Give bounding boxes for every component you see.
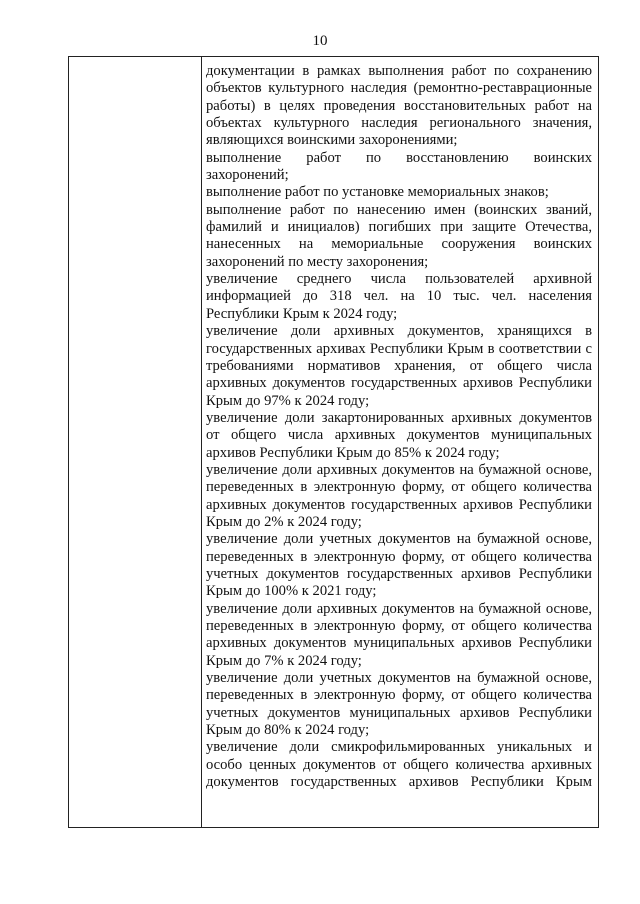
list-item: увеличение доли архивных документов, хранящихся в государственных архивах Республики Крым в соответствии с требованиями нормативов хранения, от общего числа архивных документов государственных архивов Республики Крым до 97% к 2024 году; bbox=[206, 323, 592, 409]
list-item: выполнение работ по восстановлению воинских захоронений; bbox=[206, 149, 592, 184]
list-item: увеличение среднего числа пользователей архивной информацией до 318 чел. на 10 тыс. чел. населения Республики Крым к 2024 году; bbox=[206, 271, 592, 322]
list-item: увеличение доли архивных документов на бумажной основе, переведенных в электронную форму, от общего количества архивных документов государственных архивов Республики Крым до 2% к 2024 году; bbox=[206, 461, 592, 530]
list-item: выполнение работ по установке мемориальных знаков; bbox=[206, 184, 549, 201]
list-item: увеличение доли учетных документов на бумажной основе, переведенных в электронную форму, от общего количества учетных документов муниципальных архивов Республики Крым до 80% к 2024 году; bbox=[206, 670, 592, 739]
list-item: увеличение доли учетных документов на бумажной основе, переведенных в электронную форму, от общего количества учетных документов государственных архивов Республики Крым до 100% к 2021 году; bbox=[206, 531, 592, 600]
table-right-cell bbox=[206, 63, 592, 791]
table-left-cell bbox=[69, 57, 201, 827]
document-table bbox=[68, 56, 599, 828]
list-item: увеличение доли смикрофильмированных уникальных и особо ценных документов от общего количества архивных документов государственных архивов Республики Крым bbox=[206, 739, 592, 791]
page-number: 10 bbox=[312, 33, 328, 49]
list-item: документации в рамках выполнения работ по сохранению объектов культурного наследия (ремонтно-реставрационные работы) в целях проведения восстановительных работ на объектах культурного наследия регионального значения, являющихся воинскими захоронениями; bbox=[206, 63, 592, 149]
column-divider bbox=[201, 57, 202, 827]
list-item: увеличение доли архивных документов на бумажной основе, переведенных в электронную форму, от общего количества архивных документов муниципальных архивов Республики Крым до 7% к 2024 году; bbox=[206, 600, 592, 669]
list-item: увеличение доли закартонированных архивных документов от общего числа архивных документов муниципальных архивов Республики Крым до 85% к 2024 году; bbox=[206, 409, 592, 461]
list-item: выполнение работ по нанесению имен (воинских званий, фамилий и инициалов) погибших при защите Отечества, нанесенных на мемориальные сооружения воинских захоронений по месту захоронения; bbox=[206, 201, 592, 270]
